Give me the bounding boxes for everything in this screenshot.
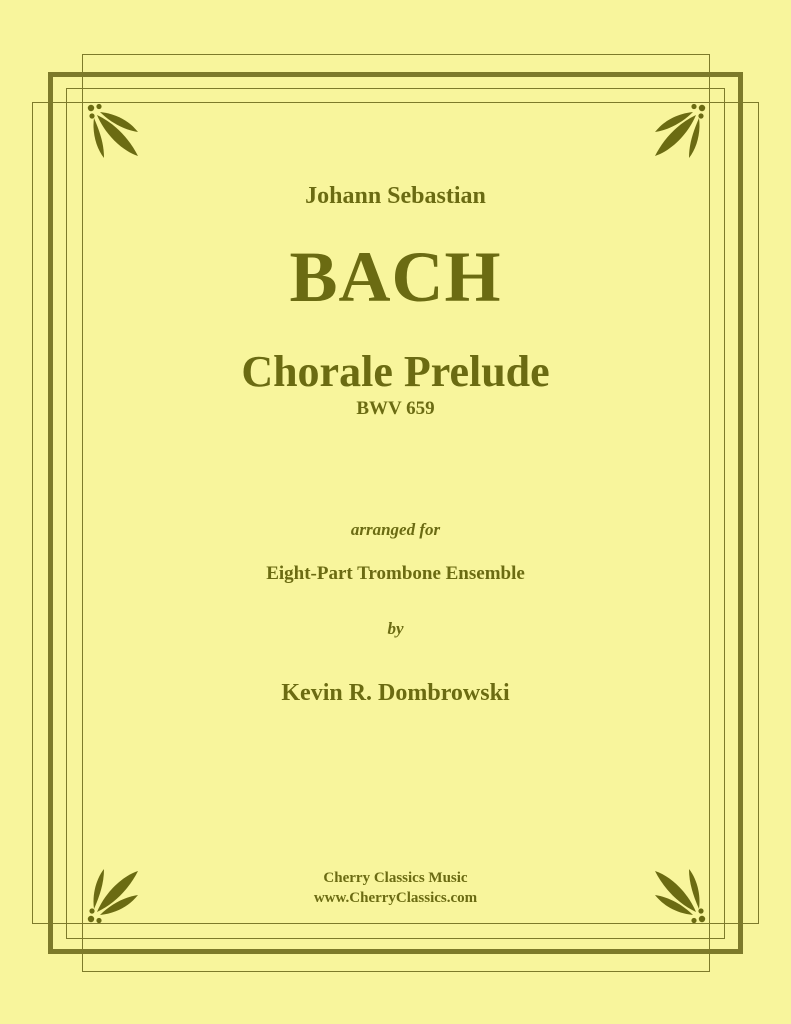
ensemble-name: Eight-Part Trombone Ensemble: [266, 563, 525, 584]
publisher-name: Cherry Classics Music: [323, 870, 468, 886]
by-label: by: [387, 619, 404, 638]
arranger-name: Kevin R. Dombrowski: [281, 680, 510, 706]
work-title: Chorale Prelude: [241, 347, 550, 396]
catalog-number: BWV 659: [356, 398, 435, 419]
leaf-sprig-icon: [643, 102, 707, 166]
frame-inner-border: [66, 88, 725, 939]
composer-first-names: Johann Sebastian: [305, 183, 486, 209]
arranged-for-label: arranged for: [350, 520, 441, 539]
composer-last-name: BACH: [289, 237, 502, 317]
publisher-website: www.CherryClassics.com: [313, 890, 478, 906]
leaf-sprig-icon: [86, 102, 150, 166]
